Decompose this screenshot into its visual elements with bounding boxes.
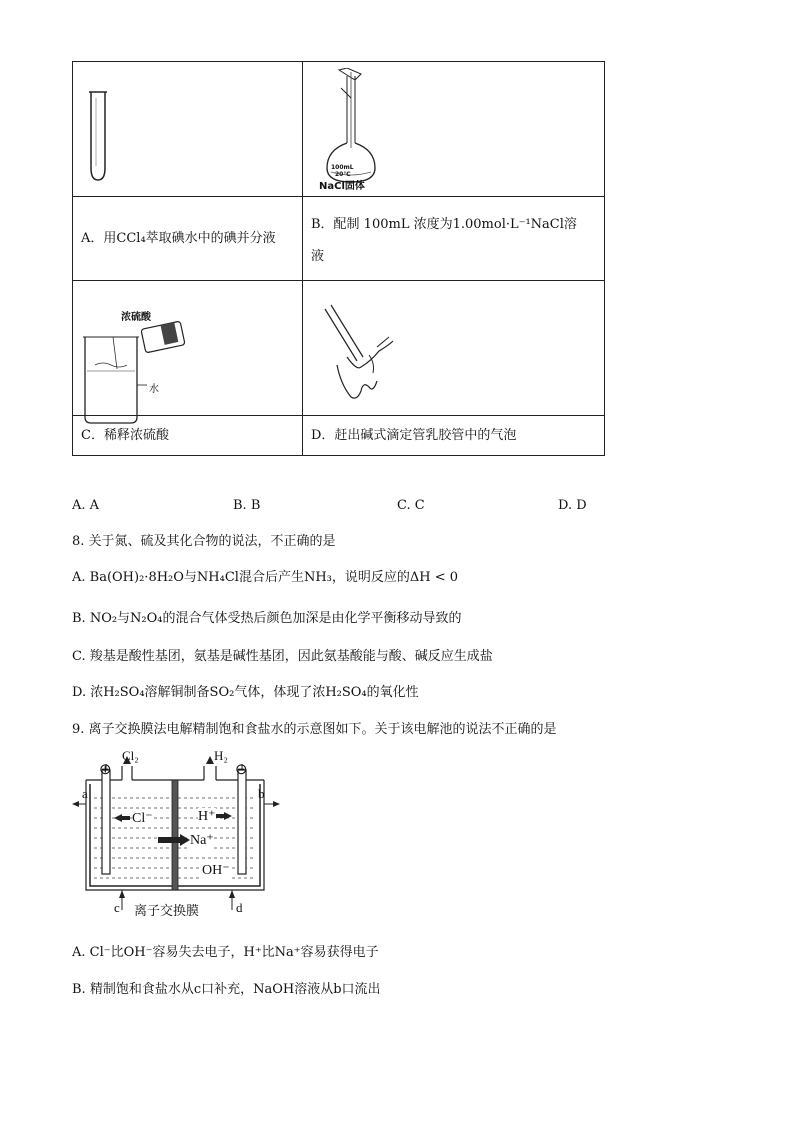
option-a-text: A．用CCl₄萃取碘水中的碘并分液 — [73, 197, 303, 281]
water-label: 水 — [149, 384, 159, 395]
inlet-d-label: d — [236, 900, 243, 915]
flask-mark-temp: 20℃ — [335, 171, 351, 178]
flask-mark-volume: 100mL — [331, 164, 354, 171]
beaker-drawing — [79, 319, 199, 429]
cell-a-image — [73, 62, 303, 197]
q8-option-a[interactable]: A. Ba(OH)₂·8H₂O与NH₄Cl混合后产生NH₃，说明反应的ΔH < 0 — [72, 570, 459, 585]
q9-option-b[interactable]: B. 精制饱和食盐水从c口补充，NaOH溶液从b口流出 — [72, 982, 381, 997]
h-ion-label: H⁺ — [198, 809, 216, 824]
cl2-label: Cl₂ — [122, 748, 139, 763]
membrane-label: 离子交换膜 — [134, 904, 200, 919]
electrolysis-diagram — [72, 746, 292, 922]
na-ion-label: Na⁺ — [190, 833, 214, 848]
conc-h2so4-caption: 浓硫酸 — [121, 312, 151, 323]
cl-ion-label: Cl⁻ — [132, 811, 153, 826]
q9-stem: 9. 离子交换膜法电解精制饱和食盐水的示意图如下。关于该电解池的说法不正确的是 — [72, 722, 557, 737]
cell-b-image — [303, 62, 605, 197]
option-b-line-2: 液 — [311, 248, 325, 264]
inlet-c-label: c — [114, 900, 120, 915]
option-b-line-1: B．配制 100mL 浓度为1.00mol·L⁻¹NaCl溶 — [311, 216, 577, 232]
option-c-text: C．稀释浓硫酸 — [73, 416, 303, 456]
q9-option-a[interactable]: A. Cl⁻比OH⁻容易失去电子，H⁺比Na⁺容易获得电子 — [72, 945, 379, 960]
q7-choice-d[interactable]: D. D — [558, 498, 587, 513]
q7-choice-b[interactable]: B. B — [233, 498, 261, 513]
option-b-text — [303, 197, 605, 281]
oh-ion-label: OH⁻ — [202, 863, 230, 878]
cathode-minus-icon: ⊖ — [235, 762, 248, 778]
q8-stem: 8. 关于氮、硫及其化合物的说法，不正确的是 — [72, 534, 336, 549]
option-d-text: D．赶出碱式滴定管乳胶管中的气泡 — [303, 416, 605, 456]
q8-option-d[interactable]: D. 浓H₂SO₄溶解铜制备SO₂气体，体现了浓H₂SO₄的氧化性 — [72, 685, 419, 700]
outlet-a-label: a — [82, 786, 88, 801]
q8-option-c[interactable]: C. 羧基是酸性基团，氨基是碱性基团，因此氨基酸能与酸、碱反应生成盐 — [72, 649, 493, 664]
q7-choice-c[interactable]: C. C — [397, 498, 425, 513]
q7-choice-a[interactable]: A. A — [72, 498, 100, 513]
test-tube-drawing — [83, 88, 123, 198]
q8-option-b[interactable]: B. NO₂与N₂O₄的混合气体受热后颜色加深是由化学平衡移动导致的 — [72, 611, 462, 626]
outlet-b-label: b — [258, 786, 265, 801]
cell-d-image — [303, 281, 605, 416]
nacl-solid-caption: NaCl固体 — [319, 181, 365, 192]
cell-c-image — [73, 281, 303, 416]
q7-options-table — [72, 61, 605, 456]
h2-label: H₂ — [214, 748, 228, 763]
anode-plus-icon: ⊕ — [99, 762, 112, 778]
burette-hand-drawing — [317, 301, 407, 411]
